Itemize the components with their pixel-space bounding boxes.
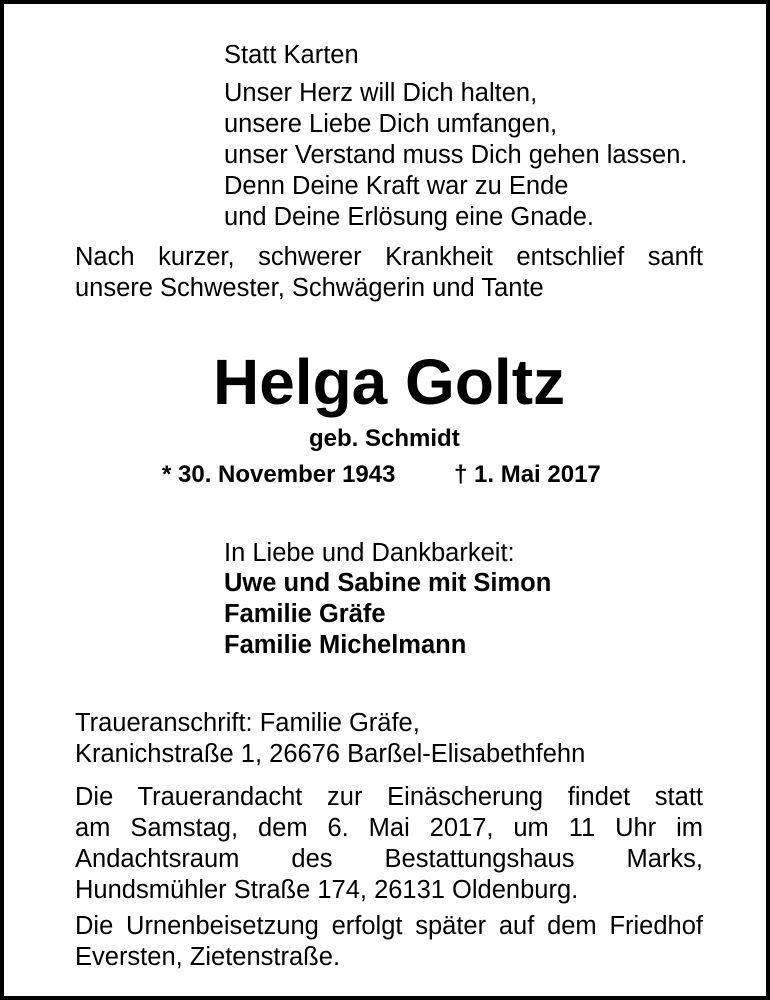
poem-line: Denn Deine Kraft war zu Ende [224,172,569,200]
death-date: † 1. Mai 2017 [454,461,601,488]
maiden-name: geb. Schmidt [309,425,460,452]
ceremony-line: Die Trauerandacht zur Einäscherung findet statt [75,783,703,811]
intro-line: Nach kurzer, schwerer Krankheit entschlief sanft [75,243,703,271]
birth-date: * 30. November 1943 [162,461,396,488]
ceremony-line: Andachtsraum des Bestattungshaus Marks, [75,845,703,873]
statt-karten-label: Statt Karten [224,41,359,69]
mourners-list [224,568,551,661]
ceremony-line: Hundsmühler Straße 174, 26131 Oldenburg. [75,876,579,904]
poem-line: und Deine Erlösung eine Gnade. [224,203,595,231]
ceremony-line: am Samstag, dem 6. Mai 2017, um 11 Uhr im [75,814,703,842]
intro-line: unsere Schwester, Schwägerin und Tante [75,274,544,302]
burial-line: Die Urnenbeisetzung erfolgt später auf dem Friedhof [75,912,703,940]
mourner-name: Familie Michelmann [224,631,467,659]
burial-paragraph [75,911,703,973]
deceased-name: Helga Goltz [212,346,566,418]
poem [224,78,688,233]
mourner-name: Uwe und Sabine mit Simon [224,569,552,597]
address-line: Traueranschrift: Familie Gräfe, [75,709,420,737]
address-line: Kranichstraße 1, 26676 Barßel-Elisabethfehn [75,740,586,768]
poem-line: Unser Herz will Dich halten, [224,79,538,107]
ceremony-paragraph [75,782,703,906]
burial-line: Eversten, Zietenstraße. [75,943,341,971]
mourners-intro: In Liebe und Dankbarkeit: [224,539,515,567]
mourning-address [75,708,703,770]
mourner-name: Familie Gräfe [224,600,386,628]
intro-paragraph [75,242,703,304]
poem-line: unsere Liebe Dich umfangen, [224,110,558,138]
poem-line: unser Verstand muss Dich gehen lassen. [224,141,688,169]
